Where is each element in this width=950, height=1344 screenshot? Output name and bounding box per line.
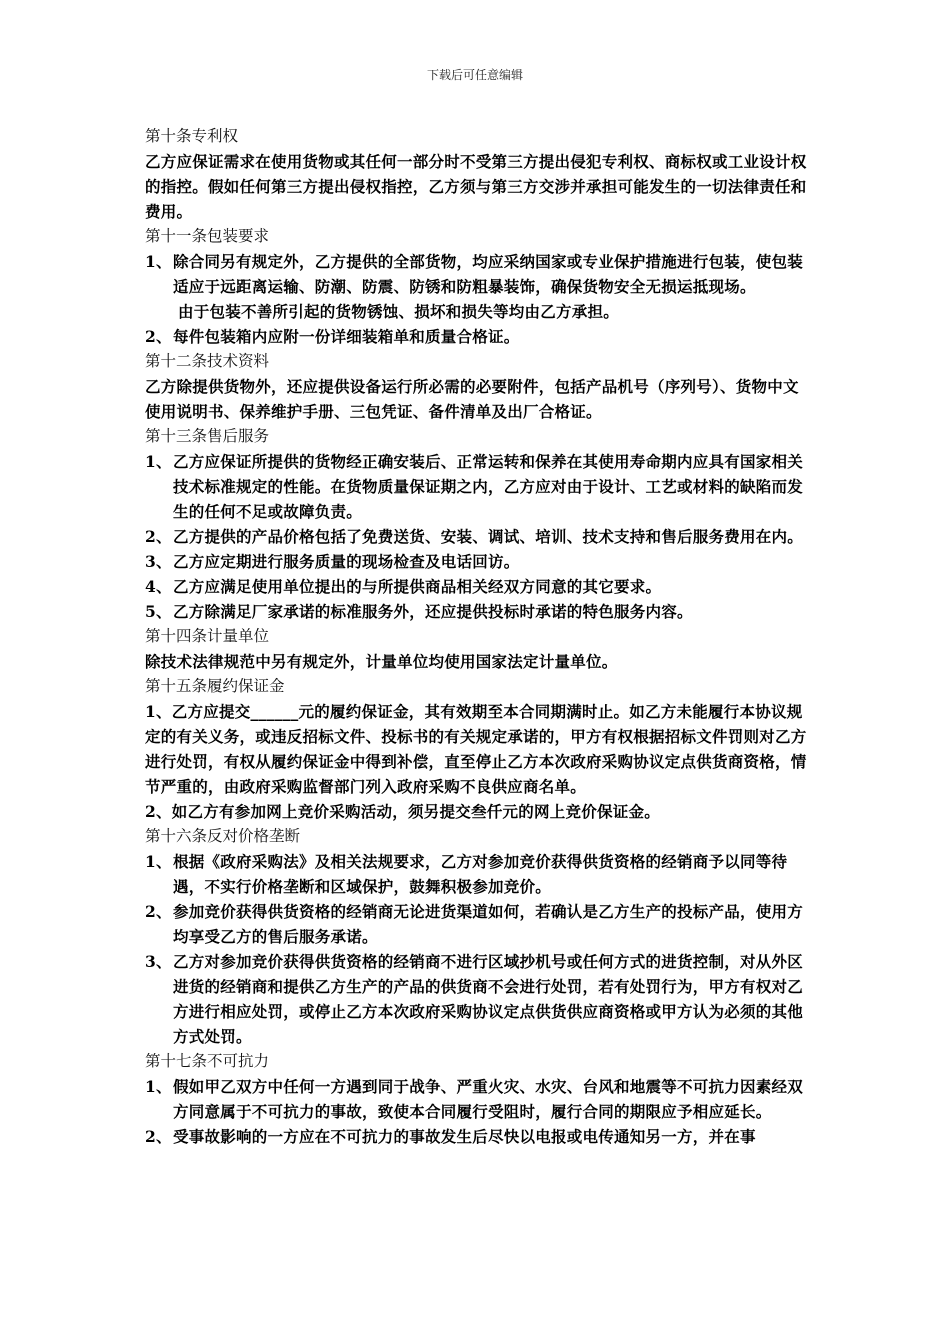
section-heading: 第十六条反对价格垄断 bbox=[145, 827, 301, 845]
item-number: 5、 bbox=[145, 602, 172, 621]
item-text: 乙方应定期进行服务质量的现场检查及电话回访。 bbox=[173, 552, 520, 571]
item-note: 由于包装不善所引起的货物锈蚀、损坏和损失等均由乙方承担。 bbox=[178, 302, 620, 321]
item-text: 根据《政府采购法》及相关法规要求，乙方对参加竞价获得供货资格的经销商予以同等待遇，不实行价格垄断和区域保护，鼓舞积极参加竞价。 bbox=[173, 852, 788, 896]
section-15 bbox=[145, 674, 810, 824]
item-text: 乙方对参加竞价获得供货资格的经销商不进行区域抄机号或任何方式的进货控制，对从外区进货的经销商和提供乙方生产的产品的供货商不会进行处罚，若有处罚行为，甲方有权对乙方进行相应处罚，或停止乙方本次政府采购协议定点供货供应商资格或甲方认为必须的其他方式处罚。 bbox=[173, 952, 804, 1046]
item-text: 假如甲乙双方中任何一方遇到同于战争、严重火灾、水灾、台风和地震等不可抗力因素经双方同意属于不可抗力的事故，致使本合同履行受阻时，履行合同的期限应予相应延长。 bbox=[173, 1077, 804, 1121]
item-number: 3、 bbox=[145, 552, 172, 571]
list-item bbox=[145, 574, 810, 599]
item-text: 参加竞价获得供货资格的经销商无论进货渠道如何，若确认是乙方生产的投标产品，使用方均享受乙方的售后服务承诺。 bbox=[173, 902, 804, 946]
page-header: 下载后可任意编辑 bbox=[426, 68, 523, 82]
item-number: 1、 bbox=[145, 852, 172, 871]
item-text: 受事故影响的一方应在不可抗力的事故发生后尽快以电报或电传通知另一方，并在事 bbox=[173, 1127, 756, 1146]
item-number: 2、 bbox=[145, 902, 172, 921]
list-item bbox=[145, 949, 810, 1049]
item-text: 乙方应保证所提供的货物经正确安装后、正常运转和保养在其使用寿命期内应具有国家相关技术标准规定的性能。在货物质量保证期之内，乙方应对由于设计、工艺或材料的缺陷而发生的任何不足或故障负责。 bbox=[173, 452, 804, 521]
section-heading: 第十五条履约保证金 bbox=[145, 677, 285, 695]
section-16 bbox=[145, 824, 810, 1049]
section-paragraph: 除技术法律规范中另有规定外，计量单位均使用国家法定计量单位。 bbox=[145, 652, 618, 671]
item-number: 2、 bbox=[145, 527, 172, 546]
item-text: 除合同另有规定外，乙方提供的全部货物，均应采纳国家或专业保护措施进行包装，使包装适应于远距离运输、防潮、防震、防锈和防粗暴装饰，确保货物安全无损运抵现场。 bbox=[173, 252, 804, 296]
section-12 bbox=[145, 349, 810, 424]
section-paragraph: 2、如乙方有参加网上竞价采购活动，须另提交叁仟元的网上竞价保证金。 bbox=[145, 802, 661, 821]
section-paragraph: 1、乙方应提交______元的履约保证金，其有效期至本合同期满时止。如乙方未能履行本协议规定的有关义务，或违反招标文件、投标书的有关规定承诺的，甲方有权根据招标文件罚则对乙方进行处罚，有权从履约保证金中得到补偿，直至停止乙方本次政府采购协议定点供货商资格，情节严重的，由政府采购监督部门列入政府采购不良供应商名单。 bbox=[145, 702, 807, 796]
section-heading: 第十三条售后服务 bbox=[145, 427, 270, 445]
section-17 bbox=[145, 1049, 810, 1149]
item-text: 乙方应满足使用单位提出的与所提供商品相关经双方同意的其它要求。 bbox=[173, 577, 662, 596]
section-10 bbox=[145, 124, 810, 224]
document-body bbox=[145, 124, 810, 1149]
section-paragraph: 乙方应保证需求在使用货物或其任何一部分时不受第三方提出侵犯专利权、商标权或工业设计权的指控。假如任何第三方提出侵权指控，乙方须与第三方交涉并承担可能发生的一切法律责任和费用。 bbox=[145, 152, 807, 221]
list-item bbox=[145, 324, 810, 349]
section-heading: 第十四条计量单位 bbox=[145, 627, 270, 645]
item-number: 2、 bbox=[145, 327, 172, 346]
item-number: 1、 bbox=[145, 1077, 172, 1096]
section-heading: 第十条专利权 bbox=[145, 127, 239, 145]
item-number: 4、 bbox=[145, 577, 172, 596]
list-item bbox=[145, 524, 810, 549]
list-item bbox=[145, 1124, 810, 1149]
section-heading: 第十二条技术资料 bbox=[145, 352, 270, 370]
list-item bbox=[145, 449, 810, 524]
item-text: 乙方提供的产品价格包括了免费送货、安装、调试、培训、技术支持和售后服务费用在内。 bbox=[173, 527, 804, 546]
item-text: 乙方除满足厂家承诺的标准服务外，还应提供投标时承诺的特色服务内容。 bbox=[173, 602, 693, 621]
item-number: 1、 bbox=[145, 452, 172, 471]
item-number: 1、 bbox=[145, 252, 172, 271]
item-number: 3、 bbox=[145, 952, 172, 971]
list-item bbox=[145, 549, 810, 574]
section-heading: 第十七条不可抗力 bbox=[145, 1052, 270, 1070]
list-item bbox=[145, 249, 810, 299]
list-item bbox=[145, 1074, 810, 1124]
item-number: 2、 bbox=[145, 1127, 172, 1146]
list-item bbox=[145, 849, 810, 899]
section-14 bbox=[145, 624, 810, 674]
item-text: 每件包装箱内应附一份详细装箱单和质量合格证。 bbox=[173, 327, 520, 346]
list-item bbox=[145, 899, 810, 949]
section-paragraph: 乙方除提供货物外，还应提供设备运行所必需的必要附件，包括产品机号（序列号）、货物中文使用说明书、保养维护手册、三包凭证、备件清单及出厂合格证。 bbox=[145, 377, 799, 421]
list-item bbox=[145, 599, 810, 624]
section-heading: 第十一条包装要求 bbox=[145, 227, 270, 245]
section-11 bbox=[145, 224, 810, 349]
section-13 bbox=[145, 424, 810, 624]
